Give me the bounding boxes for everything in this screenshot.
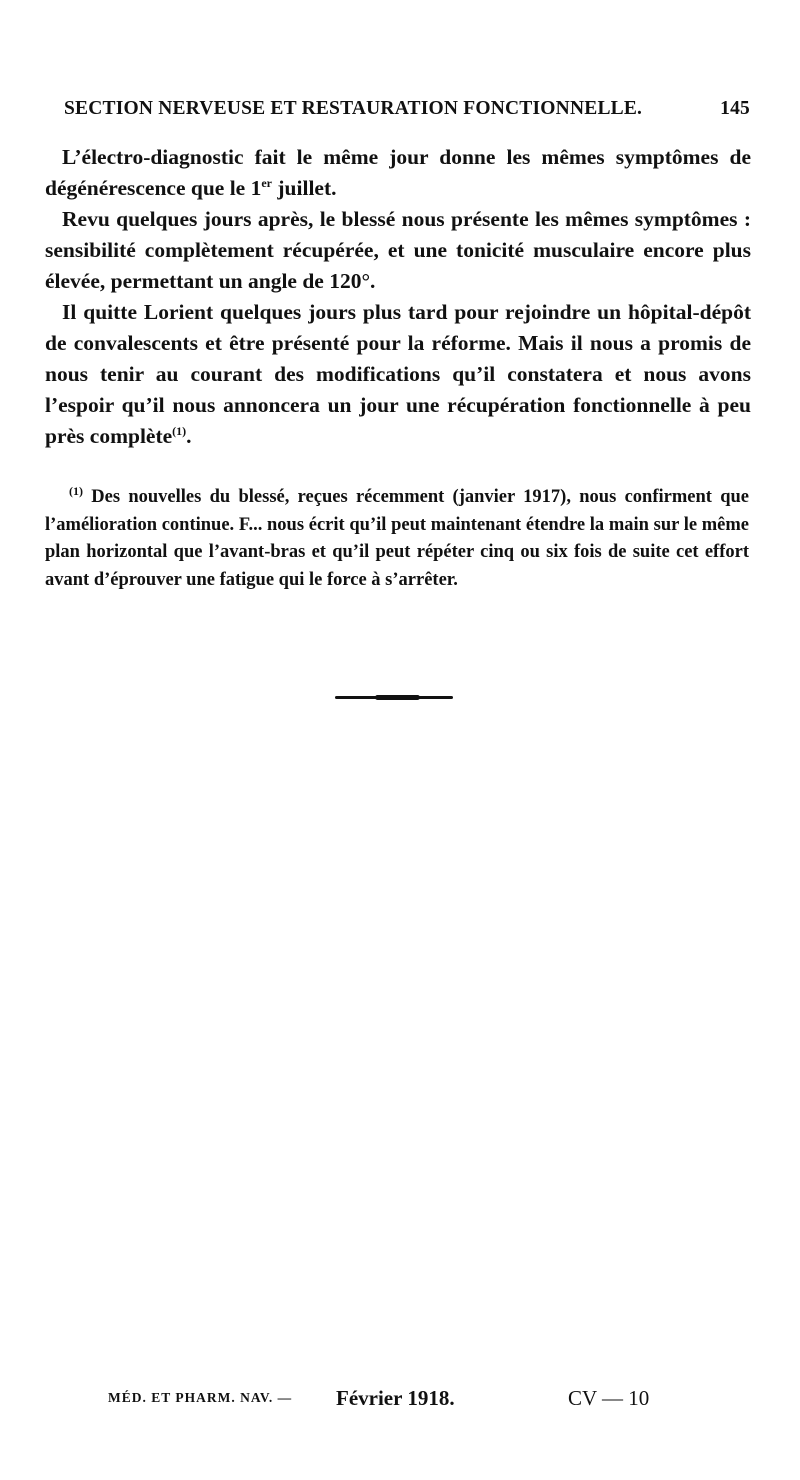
footnote-reference: (1) [172,423,187,438]
footer-signature: CV — 10 [568,1386,650,1410]
running-header [64,98,750,120]
paragraph [45,297,751,452]
superscript: er [261,175,272,190]
end-ornament-center [375,695,420,700]
paragraph-text: Il quitte Lorient quelques jours plus tard pour rejoindre un hôpital-dépôt de convalescents et être présenté pour la réforme. Mais il nous a promis de nous tenir au courant des modifications qu’il constatera et nous avons l’espoir qu’il nous annoncera un jour une récupération fonctionnelle à peu près complète [45,300,751,448]
footnote-marker: (1) [69,483,83,498]
paragraph-text-end: . [186,424,192,448]
footnote-text: Des nouvelles du blessé, reçues récemment (janvier 1917), nous confirment que l’amélioration continue. F... nous écrit qu’il peut maintenant étendre la main sur le même plan horizontal que l’avant-bras et qu’il peut répéter cinq ou six fois de suite cet effort avant d’éprouver une fatigue qui le force à s’arrêter. [45,487,749,590]
footer-journal: MÉD. ET PHARM. NAV. — [108,1390,293,1405]
paragraph-text: L’électro-diagnostic fait le même jour donne les mêmes symptômes de dégénérescence que le 1 [45,145,751,200]
footnote-paragraph [45,484,749,594]
header-title: SECTION NERVEUSE ET RESTAURATION FONCTIONNELLE. [64,98,643,119]
paragraph [45,142,751,204]
paragraph [45,204,751,297]
body-text [45,142,751,452]
paragraph-text: Revu quelques jours après, le blessé nous présente les mêmes symptômes : sensibilité complètement récupérée, et une tonicité musculaire encore plus élevée, permettant un angle de 120°. [45,207,751,293]
page-number: 145 [720,98,750,119]
paragraph-text-end: juillet. [272,176,337,200]
footer-date: Février 1918. [336,1386,455,1410]
footnote [45,484,749,594]
